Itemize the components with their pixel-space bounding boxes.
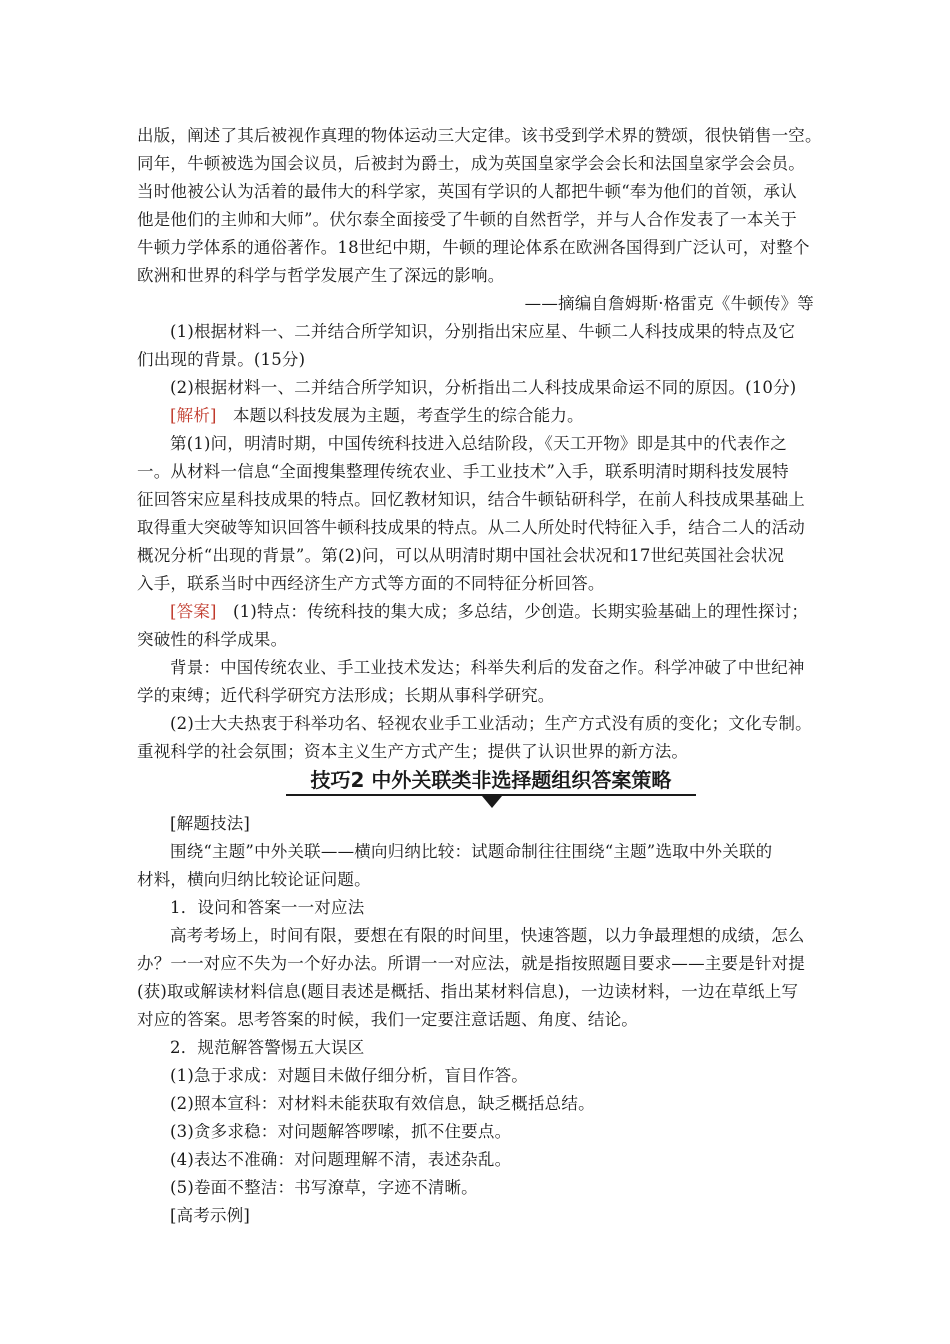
answer-background-cont: 学的束缚；近代科学研究方法形成；长期从事科学研究。 [137, 686, 555, 705]
analysis-line: 入手，联系当时中西经济生产方式等方面的不同特征分析回答。 [137, 574, 605, 593]
material-source: ——摘编自詹姆斯·格雷克《牛顿传》等 [524, 294, 814, 313]
mistake-item: (2)照本宣科：对材料未能获取有效信息，缺乏概括总结。 [170, 1094, 595, 1113]
analysis-line: 概况分析“出现的背景”。第(2)问，可以从明清时期中国社会状况和17世纪英国社会状况 [137, 546, 785, 565]
point-1-line: (获)取或解读材料信息(题目表述是概括、指出某材料信息)，一边读材料，一边在草纸上写 [137, 982, 799, 1001]
answer-1-cont: 突破性的科学成果。 [137, 630, 288, 649]
answer-1: (1)特点：传统科技的集大成；多总结，少创造。长期实验基础上的理性探讨； [233, 602, 809, 621]
theme-line-cont: 材料，横向归纳比较论证问题。 [137, 870, 371, 889]
material-line: 欧洲和世界的科学与哲学发展产生了深远的影响。 [137, 266, 505, 285]
analysis-tag: [解析] [170, 406, 217, 425]
mistake-item: (5)卷面不整洁：书写潦草，字迹不清晰。 [170, 1178, 478, 1197]
mistake-item: (4)表达不准确：对问题理解不清，表述杂乱。 [170, 1150, 512, 1169]
method-label: [解题技法] [170, 814, 251, 833]
point-1-title: 1．设问和答案一一对应法 [170, 898, 365, 917]
question-1-cont: 们出现的背景。(15分) [137, 350, 306, 369]
theme-line: 围绕“主题”中外关联——横向归纳比较：试题命制往往围绕“主题”选取中外关联的 [170, 842, 773, 861]
analysis-line: 第(1)问，明清时期，中国传统科技进入总结阶段，《天工开物》即是其中的代表作之 [170, 434, 787, 453]
answer-background: 背景：中国传统农业、手工业技术发达；科举失利后的发奋之作。科学冲破了中世纪神 [170, 658, 805, 677]
answer-2: (2)士大夫热衷于科举功名、轻视农业手工业活动；生产方式没有质的变化；文化专制。 [170, 714, 812, 733]
question-2: (2)根据材料一、二并结合所学知识，分析指出二人科技成果命运不同的原因。(10分) [170, 378, 797, 397]
point-1-line: 办？一一对应不失为一个好办法。所谓一一对应法，就是指按照题目要求——主要是针对提 [137, 954, 805, 973]
mistake-item: (1)急于求成：对题目未做仔细分析，盲目作答。 [170, 1066, 528, 1085]
material-line: 牛顿力学体系的通俗著作。18世纪中期，牛顿的理论体系在欧洲各国得到广泛认可，对整个 [137, 238, 810, 257]
answer-2-cont: 重视科学的社会氛围；资本主义生产方式产生；提供了认识世界的新方法。 [137, 742, 689, 761]
point-2-title: 2．规范解答警惕五大误区 [170, 1038, 365, 1057]
mistake-item: (3)贪多求稳：对问题解答啰嗦，抓不住要点。 [170, 1122, 512, 1141]
point-1-line: 高考考场上，时间有限，要想在有限的时间里，快速答题，以力争最理想的成绩，怎么 [170, 926, 805, 945]
material-line: 出版，阐述了其后被视作真理的物体运动三大定律。该书受到学术界的赞颂，很快销售一空。 [137, 126, 822, 145]
analysis-line: 征回答宋应星科技成果的特点。回忆教材知识，结合牛顿钻研科学，在前人科技成果基础上 [137, 490, 805, 509]
analysis-line: 一。从材料一信息“全面搜集整理传统农业、手工业技术”入手，联系明清时期科技发展特 [137, 462, 789, 481]
analysis-intro: 本题以科技发展为主题，考查学生的综合能力。 [233, 406, 584, 425]
answer-line-1 [170, 598, 860, 626]
section-heading: 技巧2 中外关联类非选择题组织答案策略 [310, 768, 672, 792]
material-line: 他是他们的主帅和大师”。伏尔泰全面接受了牛顿的自然哲学，并与人合作发表了一本关于 [137, 210, 797, 229]
answer-tag: [答案] [170, 602, 217, 621]
question-1: (1)根据材料一、二并结合所学知识，分别指出宋应星、牛顿二人科技成果的特点及它 [170, 322, 796, 341]
example-label: [高考示例] [170, 1206, 251, 1225]
point-1-line: 对应的答案。思考答案的时候，我们一定要注意话题、角度、结论。 [137, 1010, 638, 1029]
analysis-intro-line [170, 402, 860, 430]
material-line: 同年，牛顿被选为国会议员，后被封为爵士，成为英国皇家学会会长和法国皇家学会会员。 [137, 154, 805, 173]
material-line: 当时他被公认为活着的最伟大的科学家，英国有学识的人都把牛顿“奉为他们的首领，承认 [137, 182, 797, 201]
analysis-line: 取得重大突破等知识回答牛顿科技成果的特点。从二人所处时代特征入手，结合二人的活动 [137, 518, 805, 537]
heading-triangle-icon [482, 796, 502, 808]
